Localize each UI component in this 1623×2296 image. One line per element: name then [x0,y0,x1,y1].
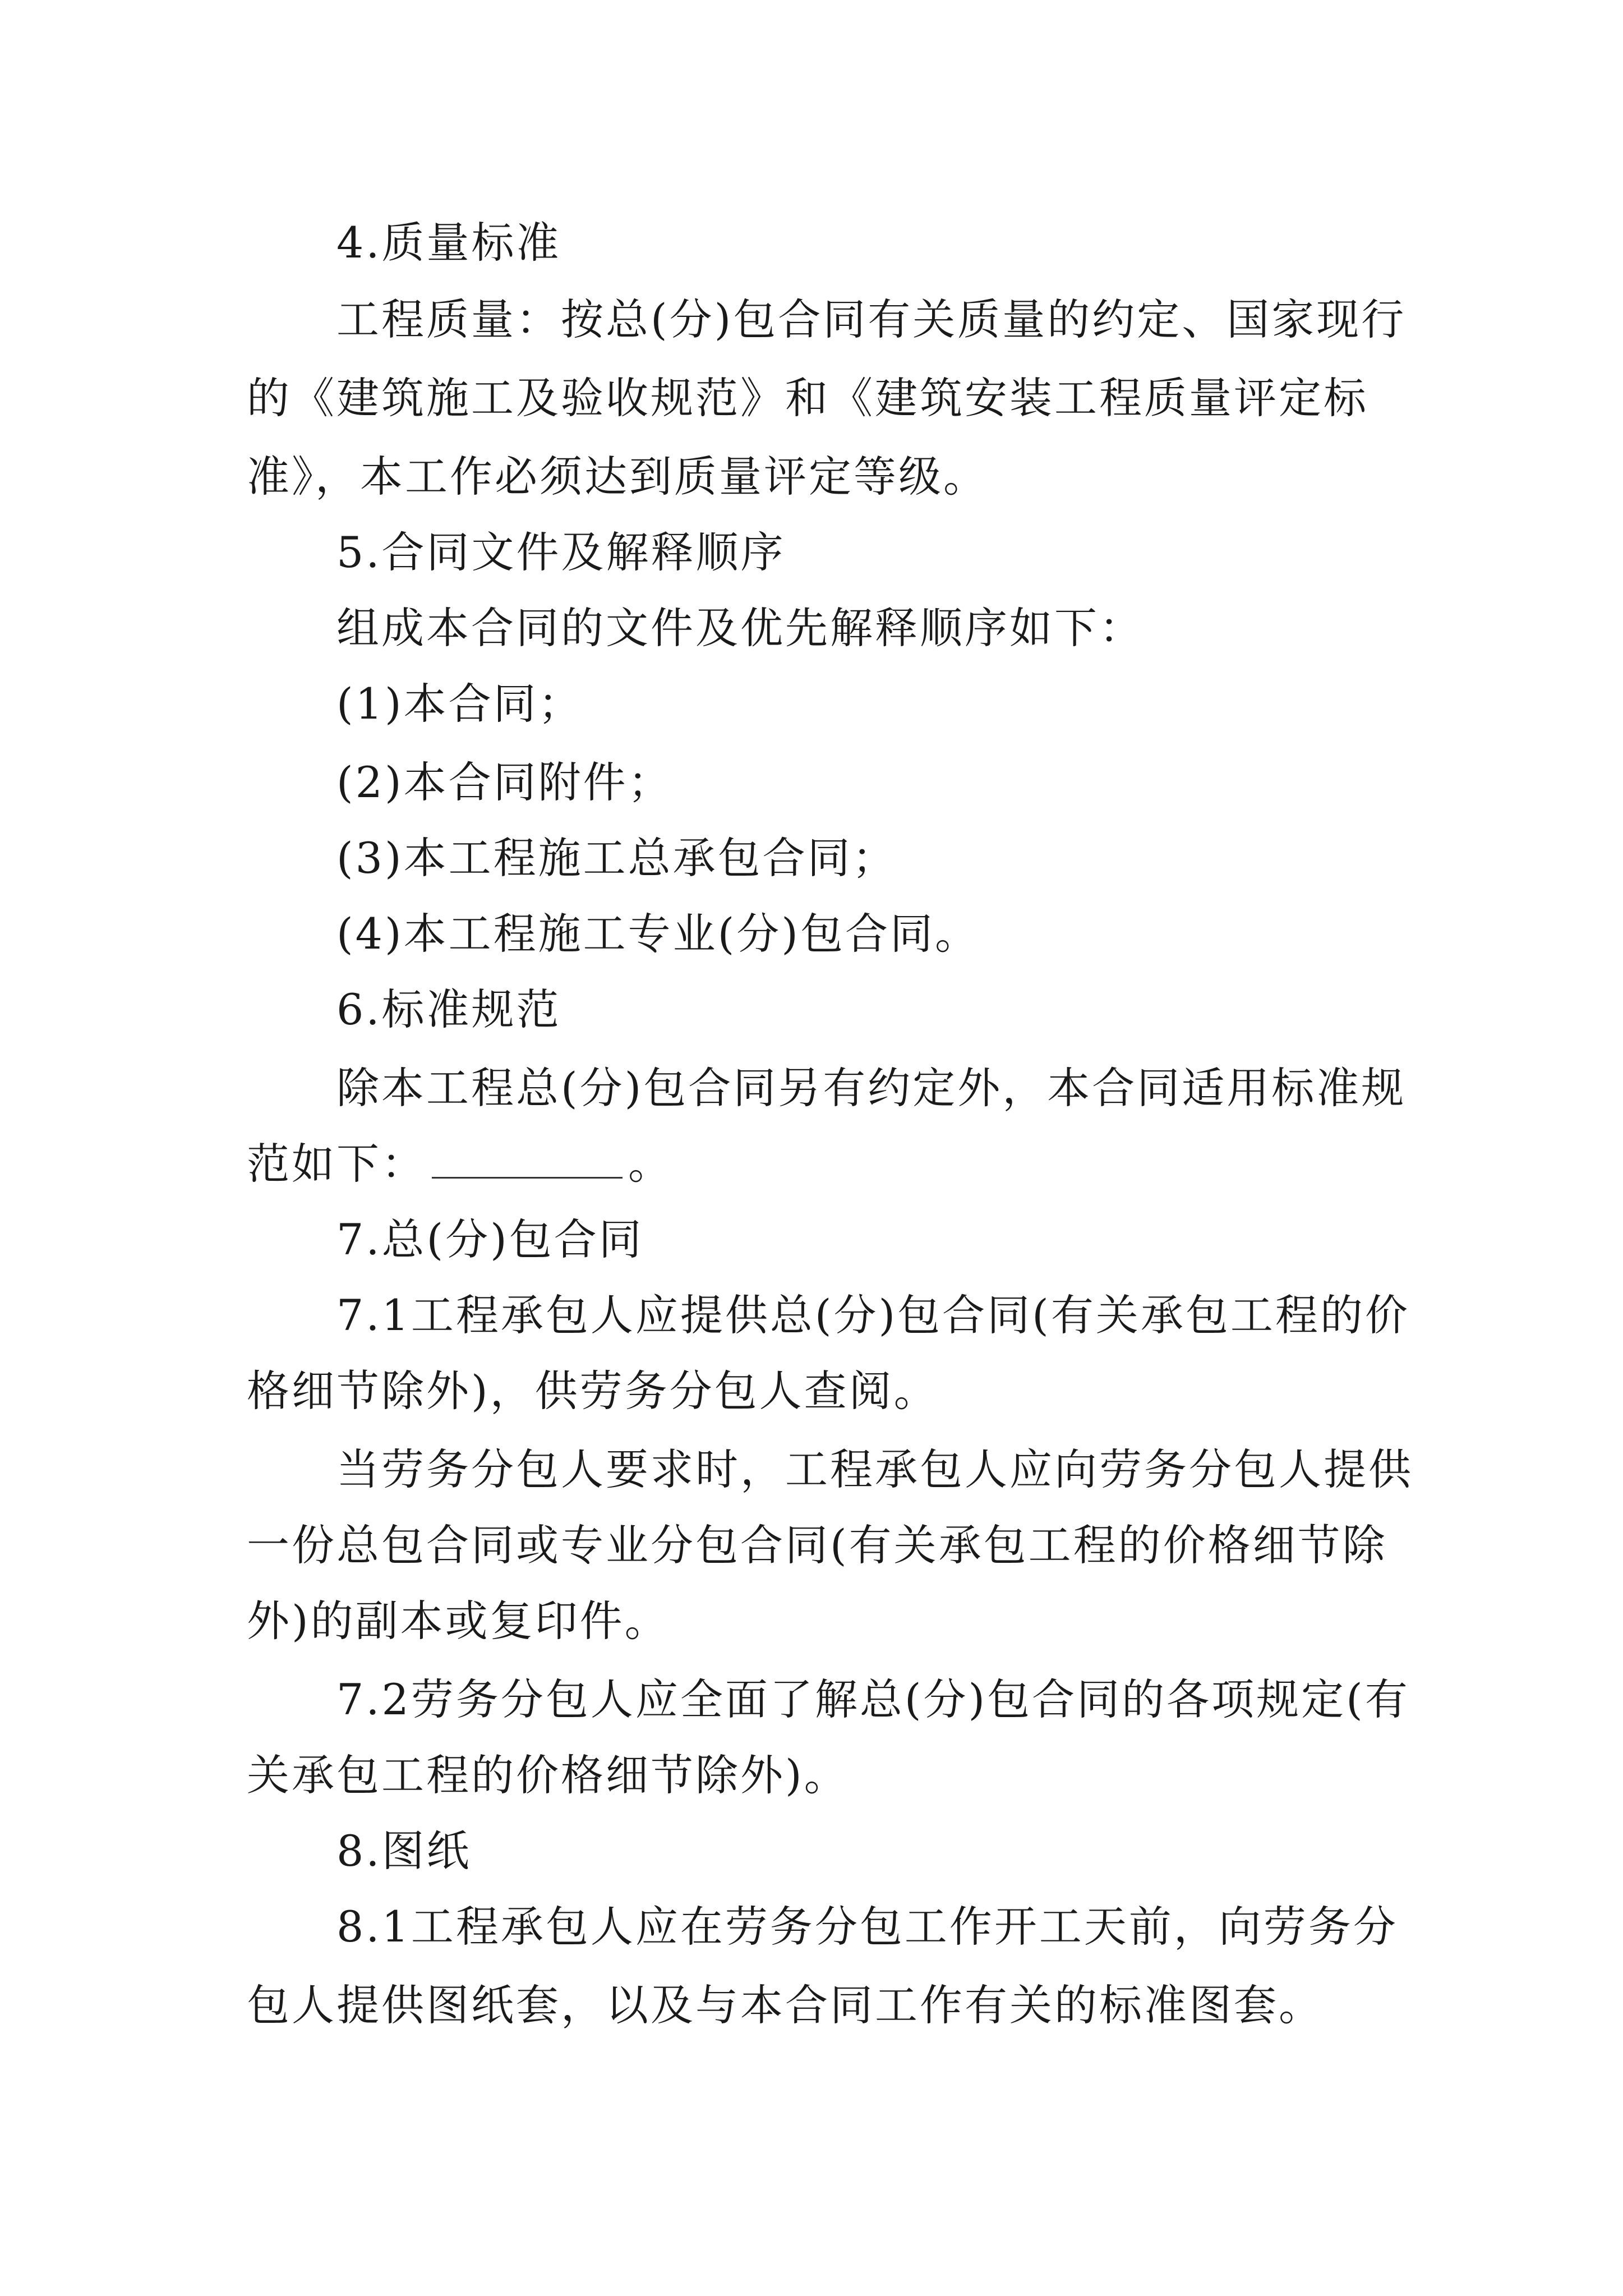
list-item: (4)本工程施工专业(分)包合同。 [336,909,980,959]
paragraph-line-with-blank [247,1136,1385,1192]
paragraph-text: 。 [628,1139,673,1189]
list-item: (2)本合同附件； [336,757,673,807]
paragraph-line: 当劳务分包人要求时，工程承包人应向劳务分包人提供 [336,1444,1413,1494]
paragraph-line: 关承包工程的价格细节除外)。 [247,1750,849,1800]
paragraph-line: 的《建筑施工及验收规范》和《建筑安装工程质量评定标 [247,373,1368,423]
paragraph-line: 组成本合同的文件及优先解释顺序如下： [336,603,1144,653]
paragraph-line: 包人提供图纸套，以及与本合同工作有关的标准图套。 [247,1980,1324,2030]
fill-in-blank [432,1140,623,1179]
paragraph-line: 7.2劳务分包人应全面了解总(分)包合同的各项规定(有 [336,1674,1410,1724]
section-heading-general-contract: 7.总(分)包合同 [336,1214,644,1264]
paragraph-line: 一份总包合同或专业分包合同(有关承包工程的价格细节除 [247,1520,1387,1570]
section-heading-standards: 6.标准规范 [336,984,561,1034]
paragraph-line: 格细节除外)，供劳务分包人查阅。 [247,1366,939,1416]
paragraph-line: 7.1工程承包人应提供总(分)包合同(有关承包工程的价 [336,1290,1410,1340]
paragraph-line: 外)的副本或复印件。 [247,1596,670,1646]
section-heading-contract-documents: 5.合同文件及解释顺序 [336,527,786,577]
list-item: (3)本工程施工总承包合同； [336,833,897,883]
paragraph-line: 准》，本工作必须达到质量评定等级。 [247,452,988,501]
paragraph-line: 工程质量：按总(分)包合同有关质量的约定、国家现行 [336,295,1407,344]
paragraph-line: 8.1工程承包人应在劳务分包工作开工天前，向劳务分 [336,1902,1398,1952]
list-item: (1)本合同； [336,679,583,729]
section-heading-drawings: 8.图纸 [336,1826,472,1876]
paragraph-line: 除本工程总(分)包合同另有约定外，本合同适用标准规 [336,1063,1407,1113]
section-heading-quality-standard: 4.质量标准 [336,218,561,268]
paragraph-text: 范如下： [247,1139,426,1189]
